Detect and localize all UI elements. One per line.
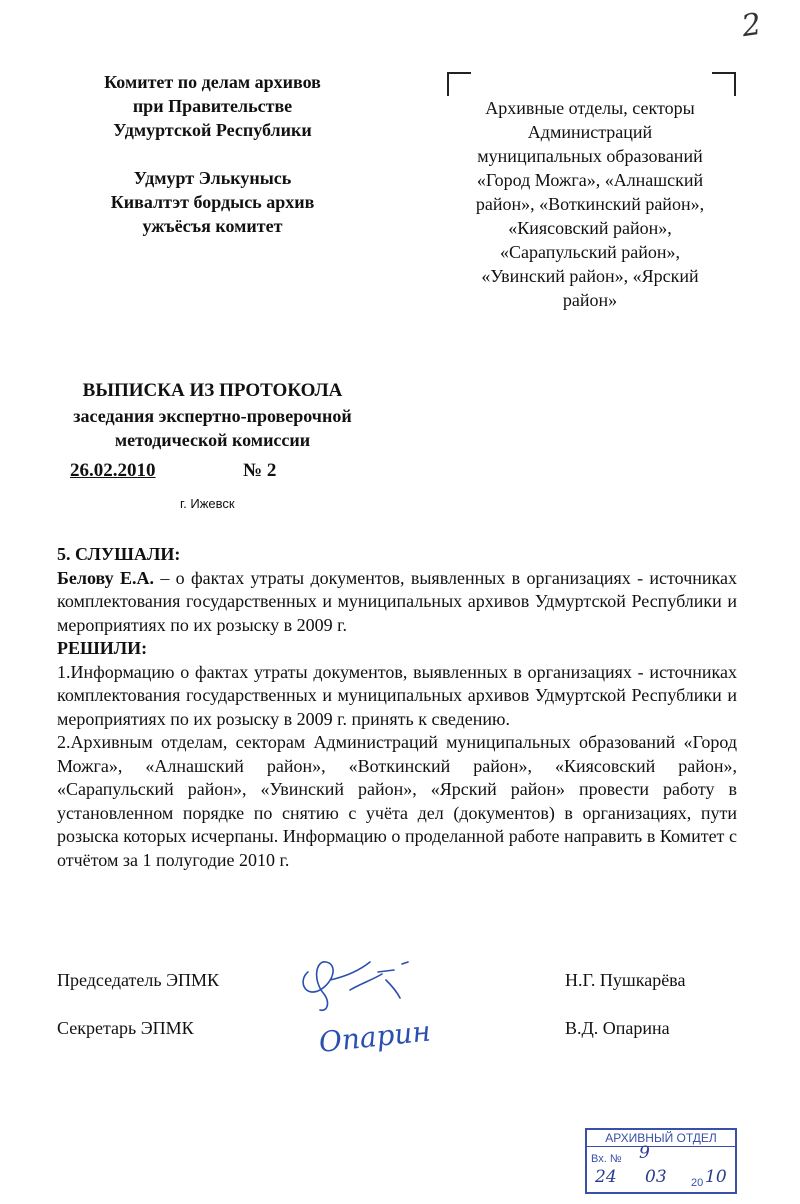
heard-person: Белову Е.А.: [57, 567, 154, 588]
issuer-header: [40, 70, 385, 238]
issuer-line: Удмуртской Республики: [113, 120, 312, 140]
issuer-line-udmurt: ужъёсъя комитет: [142, 216, 283, 236]
stamp-day: 24: [595, 1167, 617, 1187]
issuer-line-udmurt: Удмурт Элькунысь: [133, 168, 292, 188]
heard-heading: 5. СЛУШАЛИ:: [57, 544, 181, 564]
addressee-line: «Сарапульский район»,: [499, 242, 681, 262]
secretary-role: Секретарь ЭПМК: [57, 1018, 194, 1038]
decision-item: 1.Информацию о фактах утраты документов, выявленных в организациях - источниках комплектования государственных и муниципальных архивов Удмуртской Республики и мероприятиях по их розыску в 2009 г. принять к сведению.: [57, 661, 737, 729]
addressee-line: муниципальных образований: [477, 146, 703, 166]
chair-role: Председатель ЭПМК: [57, 970, 219, 990]
addressee-line: «Город Можга», «Алнашский: [476, 170, 704, 190]
stamp-in-label: Вх. №: [591, 1153, 622, 1165]
decision-item: 2.Архивным отделам, секторам Администраций муниципальных образований «Город Можга», «Алнашский район», «Воткинский район», «Киясовский район», «Сарапульский район», «Увинский район», «Ярский район» провести работу в установленном порядке по снятию с учёта дел (документов) в организациях, пути розыска которых исчерпаны. Информацию о проделанной работе направить в Комитет с отчётом за 1 полугодие 2010 г.: [57, 732, 737, 870]
document-subtitle: методической комиссии: [114, 430, 311, 450]
document-subtitle: заседания экспертно-проверочной: [73, 406, 352, 426]
addressee-line: «Киясовский район»,: [508, 218, 672, 238]
decided-heading: РЕШИЛИ:: [57, 638, 148, 658]
document-date: 26.02.2010: [70, 460, 156, 481]
stamp-in-number: 9: [639, 1143, 650, 1163]
addressee-corner-right: [712, 72, 736, 96]
chair-signature: [303, 962, 408, 1010]
stamp-year-prefix: 20: [691, 1177, 704, 1189]
addressee-line: Архивные отделы, секторы: [485, 98, 695, 118]
addressee-line: Администраций: [527, 122, 653, 142]
stamp-month: 03: [645, 1167, 667, 1187]
addressee-line: «Увинский район», «Ярский: [481, 266, 699, 286]
addressee-line: район», «Воткинский район»,: [475, 194, 705, 214]
document-title: ВЫПИСКА ИЗ ПРОТОКОЛА: [82, 380, 343, 401]
issuer-line: Комитет по делам архивов: [104, 72, 321, 92]
addressee-block: [440, 96, 740, 312]
stamp-title: АРХИВНЫЙ ОТДЕЛ: [587, 1130, 735, 1147]
protocol-body: [57, 543, 737, 872]
issuer-line: при Правительстве: [132, 96, 293, 116]
secretary-signature: Опарин: [317, 1014, 433, 1059]
addressee-line: район»: [562, 290, 618, 310]
archive-registration-stamp: [585, 1128, 737, 1194]
issuer-line-udmurt: Кивалтэт бордысь архив: [110, 192, 315, 212]
document-number: № 2: [243, 460, 277, 481]
document-title-block: [30, 378, 395, 452]
heard-paragraph: [57, 567, 737, 638]
secretary-name: В.Д. Опарина: [565, 1018, 670, 1038]
addressee-corner-left: [447, 72, 471, 96]
page-number: 2: [739, 6, 764, 45]
document-city: г. Ижевск: [180, 496, 235, 511]
heard-text: – о фактах утраты документов, выявленных в организациях - источниках комплектования государственных и муниципальных архивов Удмуртской Республики и мероприятиях по их розыску в 2009 г.: [57, 567, 737, 635]
chair-name: Н.Г. Пушкарёва: [565, 970, 686, 990]
stamp-year: 10: [705, 1167, 727, 1187]
handwritten-signatures: [290, 950, 490, 1070]
